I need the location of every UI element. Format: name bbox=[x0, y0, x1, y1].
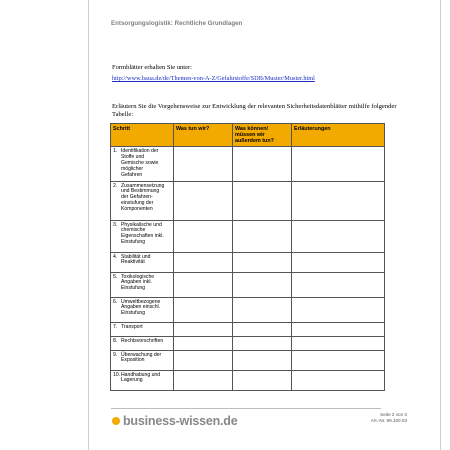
table-row bbox=[111, 297, 385, 322]
step-text: Toxikologische Angaben inkl. Einstufung bbox=[121, 273, 155, 292]
step-text: Physikalische und chemische Eigenschaften inkl. Einstufung bbox=[121, 221, 164, 246]
col-header-notes: Erläuterungen bbox=[292, 124, 385, 147]
forms-link[interactable]: http://www.baua.de/de/Themen-von-A-Z/Gefahrstoffe/SDB/Muster/Muster.html bbox=[112, 75, 315, 82]
logo-dot-icon bbox=[112, 417, 120, 425]
more-cell[interactable] bbox=[233, 147, 292, 182]
table-row bbox=[111, 350, 385, 370]
table-row bbox=[111, 322, 385, 336]
step-number: 9. bbox=[113, 351, 118, 358]
page-number: Seite 2 von 3 bbox=[380, 412, 407, 417]
forms-line: Formblätter erhalten Sie unter: bbox=[112, 64, 192, 71]
notes-cell[interactable] bbox=[292, 370, 385, 390]
step-text: Umweltbezogene Angaben einschl. Einstufung bbox=[121, 298, 161, 317]
step-text: Identifikation der Stoffe und Gemische sowie möglicher Gefahren bbox=[121, 148, 159, 178]
table-header-row bbox=[111, 124, 385, 147]
what-cell[interactable] bbox=[174, 147, 233, 182]
more-cell[interactable] bbox=[233, 322, 292, 336]
page-info bbox=[371, 412, 407, 424]
step-number: 3. bbox=[113, 221, 118, 228]
intro-paragraph: Erläutern Sie die Vorgehensweise zur Entwicklung der relevanten Sicherheitsdatenblätter mithilfe folgender Tabelle: bbox=[112, 103, 397, 119]
notes-cell[interactable] bbox=[292, 220, 385, 252]
step-cell bbox=[111, 350, 174, 370]
notes-cell[interactable] bbox=[292, 350, 385, 370]
step-cell bbox=[111, 272, 174, 297]
notes-cell[interactable] bbox=[292, 181, 385, 220]
step-number: 10. bbox=[113, 371, 121, 378]
more-cell[interactable] bbox=[233, 220, 292, 252]
step-cell bbox=[111, 322, 174, 336]
what-cell[interactable] bbox=[174, 272, 233, 297]
table-row bbox=[111, 370, 385, 390]
table-row bbox=[111, 336, 385, 350]
notes-cell[interactable] bbox=[292, 272, 385, 297]
more-cell[interactable] bbox=[233, 350, 292, 370]
step-text: Transport bbox=[121, 323, 143, 330]
notes-cell[interactable] bbox=[292, 336, 385, 350]
step-cell bbox=[111, 297, 174, 322]
what-cell[interactable] bbox=[174, 322, 233, 336]
what-cell[interactable] bbox=[174, 297, 233, 322]
step-number: 4. bbox=[113, 253, 118, 260]
steps-table bbox=[110, 123, 385, 391]
step-cell bbox=[111, 181, 174, 220]
more-cell[interactable] bbox=[233, 336, 292, 350]
table-row bbox=[111, 272, 385, 297]
footer-divider bbox=[111, 408, 381, 409]
page-header-title: Entsorgungslogistik: Rechtliche Grundlagen bbox=[111, 20, 243, 27]
what-cell[interactable] bbox=[174, 181, 233, 220]
article-number: Art.-Nr. 99.100.03 bbox=[370, 418, 407, 424]
notes-cell[interactable] bbox=[292, 147, 385, 182]
what-cell[interactable] bbox=[174, 350, 233, 370]
more-cell[interactable] bbox=[233, 181, 292, 220]
what-cell[interactable] bbox=[174, 370, 233, 390]
what-cell[interactable] bbox=[174, 220, 233, 252]
col-header-more: Was können/ müssen wir außerdem tun? bbox=[233, 124, 292, 147]
step-number: 6. bbox=[113, 298, 118, 305]
step-text: Rechtsvorschriften bbox=[121, 337, 164, 344]
more-cell[interactable] bbox=[233, 297, 292, 322]
col-header-what: Was tun wir? bbox=[174, 124, 233, 147]
more-cell[interactable] bbox=[233, 272, 292, 297]
step-number: 8. bbox=[113, 337, 118, 344]
table-row bbox=[111, 252, 385, 272]
step-text: Handhabung und Lagerung bbox=[121, 371, 161, 384]
col-header-step: Schritt bbox=[111, 124, 174, 147]
step-number: 7. bbox=[113, 323, 118, 330]
notes-cell[interactable] bbox=[292, 297, 385, 322]
document-page bbox=[88, 0, 441, 450]
step-cell bbox=[111, 252, 174, 272]
step-text: Stabilität und Reaktivität bbox=[121, 253, 151, 266]
what-cell[interactable] bbox=[174, 252, 233, 272]
step-text: Überwachung der Exposition bbox=[121, 351, 162, 364]
table-row bbox=[111, 181, 385, 220]
step-cell bbox=[111, 220, 174, 252]
brand-logo: business-wissen.de bbox=[123, 414, 238, 428]
notes-cell[interactable] bbox=[292, 322, 385, 336]
step-number: 2. bbox=[113, 182, 118, 189]
step-cell bbox=[111, 336, 174, 350]
table-row bbox=[111, 220, 385, 252]
table-row bbox=[111, 147, 385, 182]
notes-cell[interactable] bbox=[292, 252, 385, 272]
step-cell bbox=[111, 370, 174, 390]
what-cell[interactable] bbox=[174, 336, 233, 350]
step-number: 1. bbox=[113, 148, 118, 154]
more-cell[interactable] bbox=[233, 370, 292, 390]
step-cell bbox=[111, 147, 174, 182]
step-text: Zusammensetzung und Bestimmung der Gefahren-einstufung der Komponenten bbox=[121, 182, 165, 213]
more-cell[interactable] bbox=[233, 252, 292, 272]
step-number: 5. bbox=[113, 273, 118, 280]
